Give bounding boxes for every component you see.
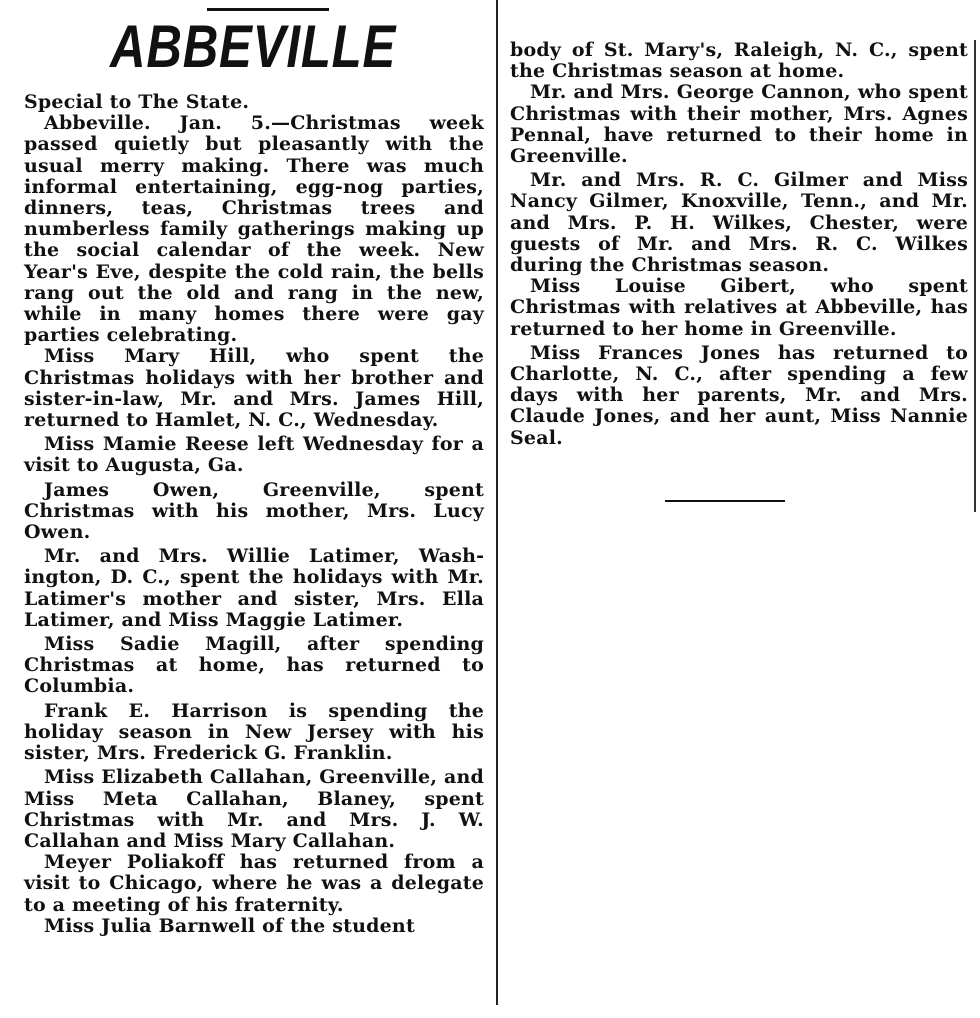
paragraph-james-owen: James Owen, Greenville, spent Christmas with his mother, Mrs. Lucy Owen.	[24, 478, 484, 544]
paragraph-cannon: Mr. and Mrs. George Cannon, who spent Christmas with their mother, Mrs. Agnes Pennal, have returned to their home in Greenville.	[510, 81, 968, 168]
paragraph-julia-barnwell: Miss Julia Barnwell of the student	[44, 914, 415, 937]
paragraph-latimer: Mr. and Mrs. Willie Latimer, Washington, D. C., spent the holidays with Mr. Latimer's mother and sister, Mrs. Ella Latimer, and Miss Maggie Latimer.	[24, 545, 484, 631]
right-column	[510, 40, 968, 449]
left-column-body	[24, 92, 484, 937]
paragraph-callahan: Miss Elizabeth Callahan, Greenville, and Miss Meta Callahan, Blaney, spent Christmas with Mr. and Mrs. J. W. Callahan and Miss Mary Callahan.	[24, 766, 484, 852]
paragraph-christmas-week: Abbeville. Jan. 5.—Christmas week passed quietly but pleasantly with the usual merry making. There was much informal entertaining, egg-nog parties, dinners, teas, Christmas trees and numberless family gatherings making up the social calendar of the week. New Year's Eve, despite the cold rain, the bells rang out the old and rang in the new, while in many homes there were gay parties celebrating.	[24, 112, 484, 347]
paragraph-louise-gibert: Miss Louise Gibert, who spent Christmas with relatives at Abbeville, has returned to her home in Greenville.	[510, 275, 968, 340]
paragraph-mamie-reese: Miss Mamie Reese left Wednesday for a visit to Augusta, Ga.	[24, 433, 484, 477]
paragraph-st-marys: body of St. Mary's, Raleigh, N. C., spent the Christmas season at home.	[510, 39, 968, 83]
left-column	[24, 0, 484, 1018]
headline: ABBEVILLE	[110, 13, 397, 80]
column-divider	[496, 0, 498, 1005]
paragraph-frank-harrison: Frank E. Harrison is spending the holiday season in New Jersey with his sister, Mrs. Frederick G. Franklin.	[24, 699, 484, 765]
paragraph-meyer-poliakoff: Meyer Poliakoff has returned from a visit to Chicago, where he was a delegate to a meeting of his fraternity.	[24, 851, 484, 916]
paragraph-gilmer: Mr. and Mrs. R. C. Gilmer and Miss Nancy Gilmer, Knoxville, Tenn., and Mr. and Mrs. P. H. Wilkes, Chester, were guests of Mr. and Mrs. R. C. Wilkes during the Christmas season.	[510, 169, 968, 277]
paragraph-sadie-magill: Miss Sadie Magill, after spending Christmas at home, has returned to Columbia.	[24, 633, 484, 698]
end-rule	[665, 500, 785, 502]
right-column-edge	[974, 40, 976, 512]
paragraph-frances-jones: Miss Frances Jones has returned to Charlotte, N. C., after spending a few days with her parents, Mr. and Mrs. Claude Jones, and her aunt, Miss Nannie Seal.	[510, 341, 968, 449]
dateline: Special to The State.	[24, 91, 250, 113]
paragraph-mary-hill: Miss Mary Hill, who spent the Christmas holidays with her brother and sister-in-law, Mr. and Mrs. James Hill, returned to Hamlet, N. C., Wednesday.	[24, 345, 484, 432]
